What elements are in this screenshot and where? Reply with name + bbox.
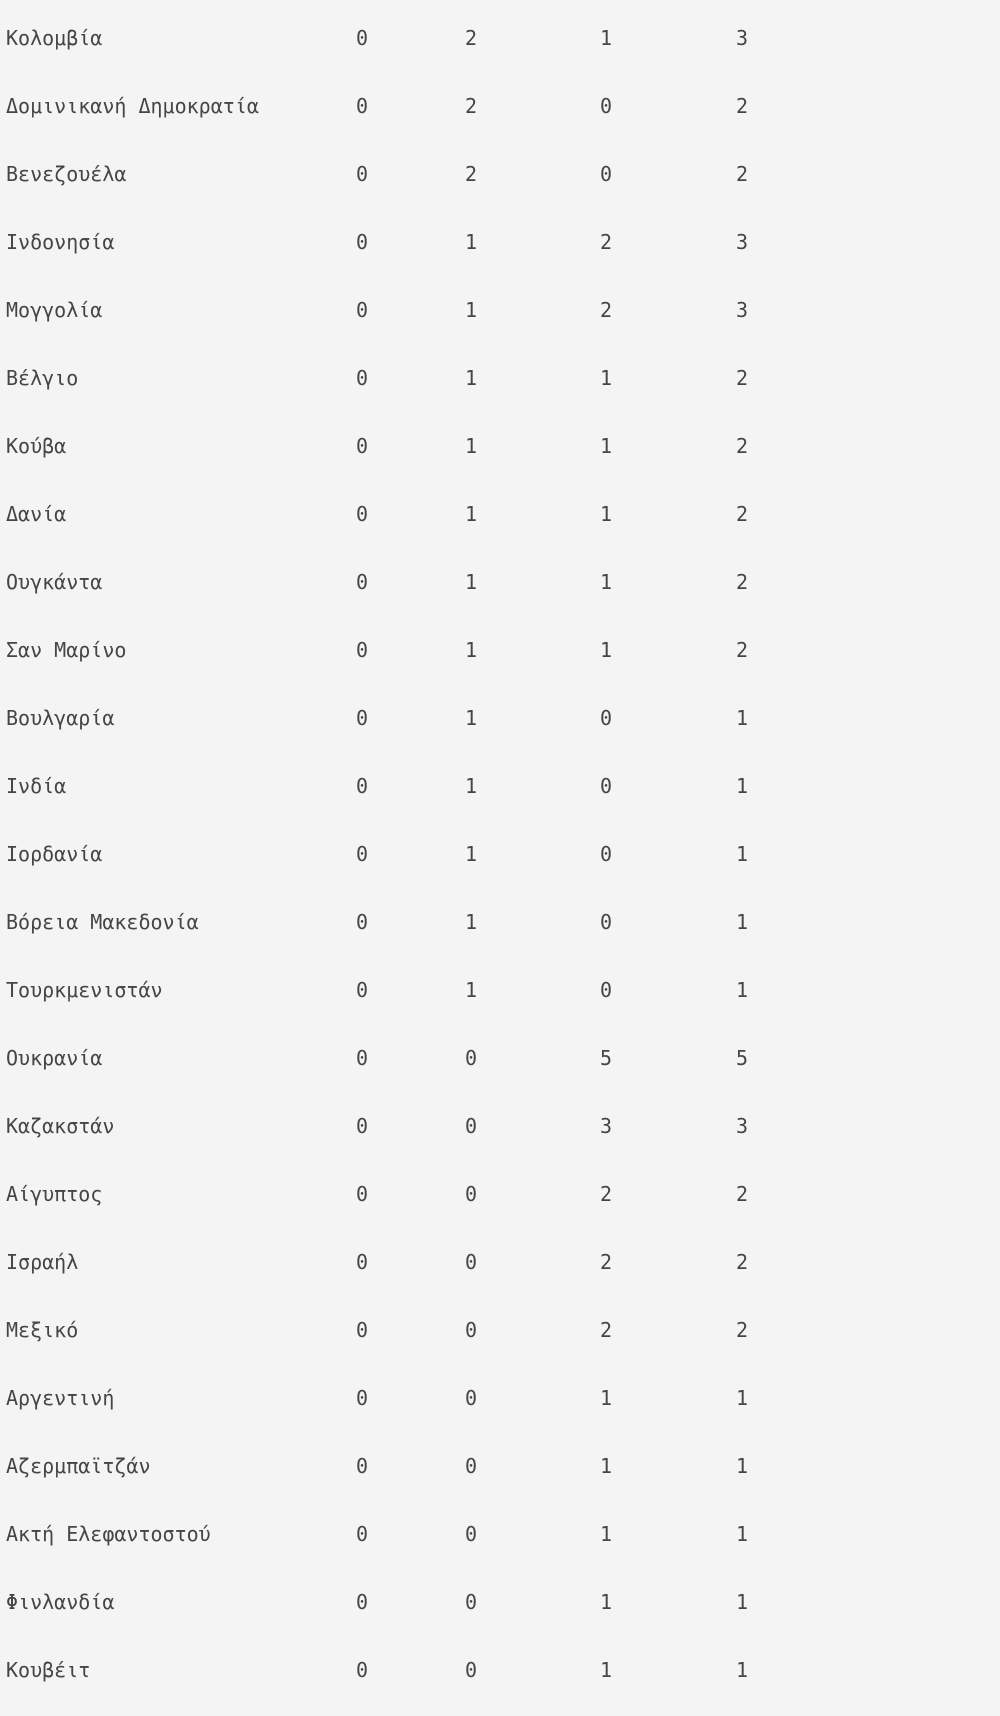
value-col-2: 2 xyxy=(465,94,478,118)
value-col-1: 0 xyxy=(356,1386,369,1410)
table-row xyxy=(0,204,1000,272)
value-col-3: 1 xyxy=(600,1522,613,1546)
table-row xyxy=(0,748,1000,816)
value-col-4: 2 xyxy=(736,1182,749,1206)
value-col-3: 0 xyxy=(600,162,613,186)
country-name: Ινδία xyxy=(6,774,67,798)
country-name: Αργεντινή xyxy=(6,1386,115,1410)
country-name: Αζερμπαϊτζάν xyxy=(6,1454,151,1478)
table-row xyxy=(0,0,1000,68)
country-name: Δομινικανή Δημοκρατία xyxy=(6,94,259,118)
value-col-3: 1 xyxy=(600,570,613,594)
value-col-2: 1 xyxy=(465,502,478,526)
value-col-3: 0 xyxy=(600,842,613,866)
value-col-3: 2 xyxy=(600,230,613,254)
value-col-3: 2 xyxy=(600,298,613,322)
value-col-3: 1 xyxy=(600,502,613,526)
value-col-4: 1 xyxy=(736,1522,749,1546)
value-col-1: 0 xyxy=(356,774,369,798)
country-name: Κολομβία xyxy=(6,26,103,50)
value-col-3: 1 xyxy=(600,1386,613,1410)
value-col-1: 0 xyxy=(356,298,369,322)
value-col-1: 0 xyxy=(356,1658,369,1682)
value-col-3: 5 xyxy=(600,1046,613,1070)
table-row xyxy=(0,68,1000,136)
table-row xyxy=(0,952,1000,1020)
table-row xyxy=(0,1292,1000,1360)
table-row xyxy=(0,1428,1000,1496)
value-col-1: 0 xyxy=(356,1114,369,1138)
value-col-1: 0 xyxy=(356,1454,369,1478)
value-col-1: 0 xyxy=(356,570,369,594)
value-col-1: 0 xyxy=(356,230,369,254)
value-col-1: 0 xyxy=(356,94,369,118)
value-col-2: 1 xyxy=(465,978,478,1002)
value-col-4: 1 xyxy=(736,706,749,730)
value-col-1: 0 xyxy=(356,638,369,662)
value-col-4: 2 xyxy=(736,94,749,118)
country-name: Δανία xyxy=(6,502,67,526)
value-col-3: 0 xyxy=(600,94,613,118)
value-col-4: 1 xyxy=(736,1386,749,1410)
value-col-2: 0 xyxy=(465,1318,478,1342)
table-row xyxy=(0,1360,1000,1428)
value-col-3: 2 xyxy=(600,1250,613,1274)
country-name: Βενεζουέλα xyxy=(6,162,127,186)
country-name: Σαν Μαρίνο xyxy=(6,638,127,662)
value-col-2: 0 xyxy=(465,1250,478,1274)
country-name: Μογγολία xyxy=(6,298,103,322)
table-row xyxy=(0,1088,1000,1156)
value-col-4: 2 xyxy=(736,502,749,526)
value-col-1: 0 xyxy=(356,1590,369,1614)
value-col-3: 2 xyxy=(600,1182,613,1206)
value-col-4: 2 xyxy=(736,570,749,594)
table-row xyxy=(0,136,1000,204)
table-row xyxy=(0,408,1000,476)
value-col-1: 0 xyxy=(356,26,369,50)
table-row xyxy=(0,340,1000,408)
value-col-2: 0 xyxy=(465,1454,478,1478)
country-name: Κουβέιτ xyxy=(6,1658,91,1682)
value-col-1: 0 xyxy=(356,1046,369,1070)
value-col-4: 2 xyxy=(736,1318,749,1342)
value-col-4: 1 xyxy=(736,842,749,866)
value-col-2: 1 xyxy=(465,434,478,458)
value-col-2: 1 xyxy=(465,638,478,662)
country-name: Ινδονησία xyxy=(6,230,115,254)
value-col-2: 0 xyxy=(465,1658,478,1682)
value-col-1: 0 xyxy=(356,502,369,526)
table-row xyxy=(0,1632,1000,1700)
value-col-3: 1 xyxy=(600,434,613,458)
country-name: Ουγκάντα xyxy=(6,570,103,594)
table-row xyxy=(0,544,1000,612)
value-col-3: 1 xyxy=(600,638,613,662)
value-col-3: 0 xyxy=(600,910,613,934)
table-row xyxy=(0,816,1000,884)
value-col-1: 0 xyxy=(356,1182,369,1206)
value-col-4: 2 xyxy=(736,162,749,186)
value-col-3: 0 xyxy=(600,978,613,1002)
table-row xyxy=(0,680,1000,748)
value-col-4: 1 xyxy=(736,774,749,798)
value-col-2: 0 xyxy=(465,1590,478,1614)
value-col-2: 1 xyxy=(465,910,478,934)
country-name: Βέλγιο xyxy=(6,366,79,390)
value-col-4: 3 xyxy=(736,298,749,322)
value-col-4: 2 xyxy=(736,638,749,662)
value-col-1: 0 xyxy=(356,978,369,1002)
value-col-1: 0 xyxy=(356,1250,369,1274)
country-name: Ακτή Ελεφαντοστού xyxy=(6,1522,211,1546)
value-col-2: 2 xyxy=(465,26,478,50)
table-row xyxy=(0,884,1000,952)
table-row xyxy=(0,612,1000,680)
value-col-2: 2 xyxy=(465,162,478,186)
value-col-3: 0 xyxy=(600,774,613,798)
value-col-4: 1 xyxy=(736,1454,749,1478)
value-col-1: 0 xyxy=(356,1522,369,1546)
value-col-3: 1 xyxy=(600,1454,613,1478)
value-col-4: 1 xyxy=(736,978,749,1002)
value-col-3: 1 xyxy=(600,1658,613,1682)
value-col-3: 1 xyxy=(600,366,613,390)
value-col-1: 0 xyxy=(356,910,369,934)
country-name: Μεξικό xyxy=(6,1318,79,1342)
value-col-1: 0 xyxy=(356,162,369,186)
value-col-4: 2 xyxy=(736,1250,749,1274)
table-row xyxy=(0,1020,1000,1088)
value-col-4: 1 xyxy=(736,1590,749,1614)
value-col-2: 1 xyxy=(465,298,478,322)
value-col-4: 1 xyxy=(736,1658,749,1682)
country-name: Ιορδανία xyxy=(6,842,103,866)
value-col-4: 3 xyxy=(736,230,749,254)
country-name: Τουρκμενιστάν xyxy=(6,978,163,1002)
table-row xyxy=(0,272,1000,340)
value-col-3: 1 xyxy=(600,26,613,50)
value-col-1: 0 xyxy=(356,434,369,458)
value-col-3: 2 xyxy=(600,1318,613,1342)
value-col-2: 0 xyxy=(465,1386,478,1410)
country-name: Βόρεια Μακεδονία xyxy=(6,910,199,934)
country-name: Φινλανδία xyxy=(6,1590,115,1614)
value-col-2: 0 xyxy=(465,1182,478,1206)
value-col-1: 0 xyxy=(356,1318,369,1342)
value-col-4: 3 xyxy=(736,26,749,50)
country-name: Ισραήλ xyxy=(6,1250,79,1274)
value-col-1: 0 xyxy=(356,706,369,730)
country-name: Βουλγαρία xyxy=(6,706,115,730)
value-col-2: 1 xyxy=(465,230,478,254)
value-col-3: 3 xyxy=(600,1114,613,1138)
value-col-1: 0 xyxy=(356,842,369,866)
value-col-4: 2 xyxy=(736,434,749,458)
value-col-4: 1 xyxy=(736,910,749,934)
value-col-2: 0 xyxy=(465,1522,478,1546)
table-row xyxy=(0,1564,1000,1632)
value-col-2: 1 xyxy=(465,570,478,594)
value-col-2: 0 xyxy=(465,1114,478,1138)
value-col-1: 0 xyxy=(356,366,369,390)
table-row xyxy=(0,1496,1000,1564)
value-col-2: 1 xyxy=(465,366,478,390)
value-col-2: 1 xyxy=(465,774,478,798)
value-col-3: 1 xyxy=(600,1590,613,1614)
value-col-4: 3 xyxy=(736,1114,749,1138)
value-col-4: 2 xyxy=(736,366,749,390)
table-row xyxy=(0,1224,1000,1292)
value-col-2: 0 xyxy=(465,1046,478,1070)
value-col-2: 1 xyxy=(465,706,478,730)
country-name: Καζακστάν xyxy=(6,1114,115,1138)
table-row xyxy=(0,476,1000,544)
country-name: Αίγυπτος xyxy=(6,1182,103,1206)
country-name: Ουκρανία xyxy=(6,1046,103,1070)
table-row xyxy=(0,1156,1000,1224)
value-col-4: 5 xyxy=(736,1046,749,1070)
country-name: Κούβα xyxy=(6,434,67,458)
value-col-3: 0 xyxy=(600,706,613,730)
value-col-2: 1 xyxy=(465,842,478,866)
